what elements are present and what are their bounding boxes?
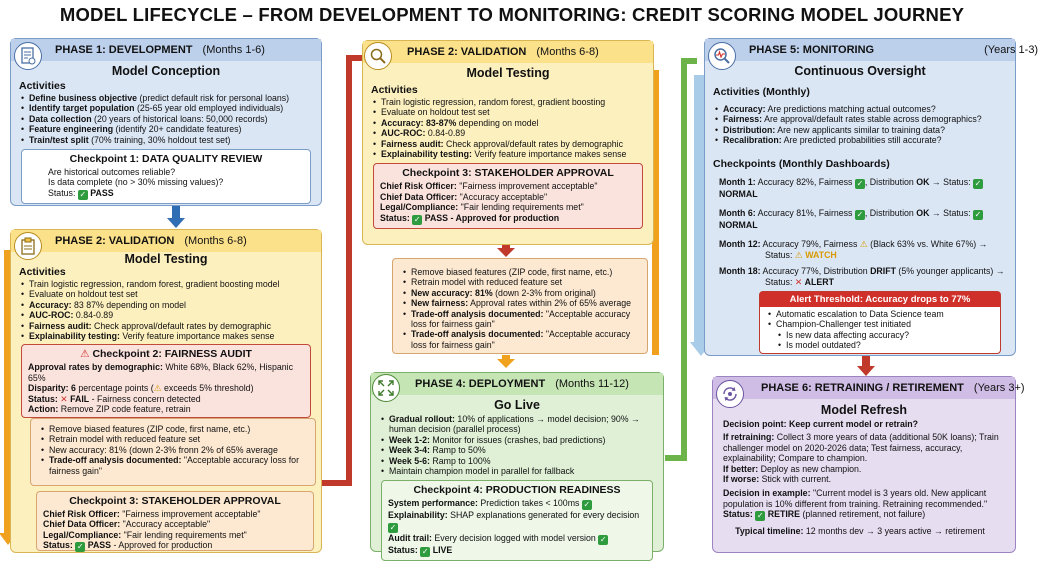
phase5-months: (Years 1-3)	[984, 44, 1038, 56]
checkpoint4-r3: Audit trail: Every decision logged with model version ✓	[388, 532, 607, 544]
checkpoint3-r3: Legal/Compliance: "Fair lending requirements met"	[43, 529, 247, 540]
list-item: • Train logistic regression, random forest, gradient boosting model	[21, 279, 315, 289]
warning-icon: ⚠	[859, 239, 868, 250]
list-item: • Week 1-2: Monitor for issues (crashes, bad predictions)	[381, 435, 657, 445]
list-item: • AUC-ROC: 0.84-0.89	[373, 128, 647, 138]
red-arrowhead-p2b-a	[497, 248, 515, 257]
phase6-timeline: Typical timeline: 12 months dev → 3 years active → retirement	[735, 526, 985, 537]
list-item: • Train logistic regression, random forest, gradient boosting	[373, 97, 647, 107]
list-item: • New accuracy: 81% (down 2-3% fronn 2% of 65% average	[41, 445, 309, 455]
list-item: • Evaluate on holdout test set	[373, 107, 647, 117]
list-item: • Week 5-6: Ramp to 100%	[381, 456, 657, 466]
month-row: Month 12: Accuracy 79%, Fairness ⚠ (Black 63% vs. White 67%) →	[719, 239, 988, 250]
checkpoint3-r2: Chief Data Officer: "Accuracy acceptable"	[43, 519, 211, 530]
month12-status: Status: ⚠ WATCH	[765, 249, 837, 260]
check-icon: ✓	[974, 210, 982, 220]
phase6-better: If better: Deploy as new champion.	[723, 463, 862, 474]
phase2b-months: (Months 6-8)	[536, 46, 599, 58]
phase6-retrain: If retraining: Collect 3 more years of data (additional 50K loans); Train challenger model on 2020-2026 data; Test fairness, accuracy, explainability; Compare to champion.	[723, 432, 999, 464]
phase2-activities	[21, 279, 315, 341]
phase2-header	[11, 230, 321, 252]
list-item: • Trade-off analysis documented: "Acceptable accuracy loss for fairness gain"	[41, 455, 309, 476]
list-item: • Remove biased features (ZIP code, first name, etc.)	[403, 267, 641, 277]
phase4-header	[371, 373, 663, 395]
page-title: MODEL LIFECYCLE – FROM DEVELOPMENT TO MONITORING: CREDIT SCORING MODEL JOURNEY	[59, 4, 965, 25]
phase2-checkpoint3-box	[36, 491, 314, 551]
checkpoint2-status: Status: ✕ FAIL - Fairness concern detected	[28, 393, 201, 404]
list-item: • Automatic escalation to Data Science team	[768, 309, 996, 319]
phase5-title: Continuous Oversight	[794, 64, 926, 78]
phase6-worse: If worse: Stick with current.	[723, 474, 832, 485]
phase6-panel	[712, 376, 1025, 553]
list-item: • AUC-ROC: 0.84-0.89	[21, 310, 315, 320]
phase1-months: (Months 1-6)	[202, 44, 265, 56]
phase2b-title: Model Testing	[466, 66, 550, 80]
phase6-title: Model Refresh	[820, 403, 908, 417]
phase1-panel	[10, 38, 322, 206]
phase1-activities-label: Activities	[19, 80, 66, 92]
phase5-activities-label: Activities (Monthly)	[713, 86, 810, 98]
check-icon: ✓	[856, 210, 864, 220]
list-item: • Recalibration: Are predicted probabilities still accurate?	[715, 135, 1009, 145]
check-icon: ✓	[974, 178, 982, 188]
phase2-retrain-list	[41, 424, 309, 476]
green-connector-bottom	[665, 455, 687, 461]
phase2b-panel	[362, 40, 654, 245]
list-item: • Maintain champion model in parallel for fallback	[381, 466, 657, 476]
list-item: • Fairness audit: Check approval/default rates by demographic	[21, 321, 315, 331]
x-icon: ✕	[60, 393, 68, 404]
alert-box	[759, 291, 1001, 354]
checkpoint4-title: Checkpoint 4: PRODUCTION READINESS	[413, 484, 621, 497]
phase2-title: Model Testing	[124, 252, 208, 266]
checkpoint4-r2: Explainability: SHAP explanations generated for every decision ✓	[388, 510, 640, 532]
phase1-activities	[21, 93, 315, 145]
phase2b-activities	[373, 97, 647, 159]
phase2b-header	[363, 41, 653, 63]
phase4-panel	[370, 372, 664, 556]
flow-arrowhead-p1-p2	[167, 218, 185, 228]
phase2-activities-label: Activities	[19, 266, 66, 278]
list-item: • Is model outdated?	[778, 340, 996, 350]
list-item: • Train/test split (70% training, 30% holdout test set)	[21, 135, 315, 145]
check-icon: ✓	[756, 511, 764, 521]
phase2-name: PHASE 2: VALIDATION	[55, 235, 175, 247]
checkpoint1-box	[21, 149, 311, 204]
list-item: • New accuracy: 81% (down 2-3% from original)	[403, 288, 641, 298]
list-item: • New fairness: Approval rates within 2% of 65% average	[403, 298, 641, 308]
list-item: • Accuracy: Are predictions matching actual outcomes?	[715, 104, 1009, 114]
phase6-status: Status: ✓ RETIRE (planned retirement, not failure)	[723, 509, 926, 521]
phase5-panel	[704, 38, 1038, 356]
list-item: • Accuracy: 83-87% depending on model	[373, 118, 647, 128]
phase5-checkpoints-label: Checkpoints (Monthly Dashboards)	[713, 157, 890, 170]
check-icon: ✓	[421, 546, 429, 556]
phase2b-retrain-list	[403, 267, 641, 350]
checkpoint1-title: Checkpoint 1: DATA QUALITY REVIEW	[69, 153, 263, 166]
clipboard-icon	[14, 232, 42, 260]
list-item: • Trade-off analysis documented: "Acceptable accuracy loss for fairness gain"	[403, 309, 641, 330]
warning-icon: ⚠	[80, 348, 90, 361]
list-item: • Gradual rollout: 10% of applications → model decision; 90% → human decision (parallel process)	[381, 414, 657, 435]
checkpoint1-status: Status: ✓ PASS	[48, 187, 114, 199]
month-row: Month 6: Accuracy 81%, Fairness ✓ , Distribution OK → Status: ✓ NORMAL	[719, 208, 982, 231]
checkpoint4-r1: System performance: Prediction takes < 100ms ✓	[388, 498, 591, 510]
list-item: • Define business objective (predict default risk for personal loans)	[21, 93, 315, 103]
phase5-activities	[715, 104, 1009, 146]
list-item: • Retrain model with reduced feature set	[403, 277, 641, 287]
checkpoint4-status: Status: ✓ LIVE	[388, 544, 453, 556]
phase2b-retrain-panel	[392, 258, 648, 354]
phase2-months: (Months 6-8)	[184, 235, 247, 247]
phase5-header	[705, 39, 1038, 61]
phase5-name: PHASE 5: MONITORING	[749, 44, 875, 56]
phase1-name: PHASE 1: DEVELOPMENT	[55, 44, 193, 56]
magnifier-pulse-icon	[708, 42, 736, 70]
check-icon: ✓	[413, 214, 421, 224]
list-item: • Week 3-4: Ramp to 50%	[381, 445, 657, 455]
refresh-gear-icon	[716, 380, 744, 408]
month18-status: Status: ✕ ALERT	[765, 276, 834, 287]
checkpoint3-status: Status: ✓ PASS - Approved for production	[43, 540, 213, 552]
x-icon: ✕	[794, 276, 803, 287]
phase2b-name: PHASE 2: VALIDATION	[407, 46, 527, 58]
checkpoint3-title: Checkpoint 3: STAKEHOLDER APPROVAL	[69, 495, 281, 507]
alert-title: Alert Threshold: Accuracy drops to 77%	[760, 292, 1000, 307]
check-icon: ✓	[389, 522, 397, 532]
check-icon: ✓	[599, 534, 607, 544]
list-item: • Feature engineering (identify 20+ candidate features)	[21, 124, 315, 134]
warning-icon: ⚠	[153, 383, 162, 394]
phase2b-checkpoint-r3: Legal/Compliance: "Fair lending requirements met"	[380, 202, 584, 213]
checkpoint1-q1: Are historical outcomes reliable?	[48, 167, 176, 178]
phase4-title: Go Live	[494, 398, 540, 412]
phase2b-checkpoint-box	[373, 163, 643, 228]
phase6-example: Decision in example: "Current model is 3 years old. New applicant population is 10% different from training. Retraining recommended."	[723, 488, 988, 509]
list-item: • Remove biased features (ZIP code, first name, etc.)	[41, 424, 309, 434]
check-icon: ✓	[76, 542, 84, 552]
list-item: • Trade-off analysis documented: "Acceptable accuracy loss for fairness gain"	[403, 329, 641, 350]
list-item: • Retrain model with reduced feature set	[41, 434, 309, 444]
green-connector-top	[681, 58, 697, 64]
warning-icon: ⚠	[794, 249, 803, 260]
list-item: • Evaluate on holdout test set	[21, 289, 315, 299]
checkpoint3-r1: Chief Risk Officer: "Fairness improvement acceptable"	[43, 509, 261, 519]
checkpoint1-q2: Is data complete (no > 30% missing values)?	[48, 177, 224, 188]
month-row: Month 18: Accuracy 77%, Distribution DRIFT (5% younger applicants) →	[719, 266, 1005, 277]
check-icon: ✓	[583, 500, 591, 510]
list-item: • Fairness: Are approval/default rates stable across demographics?	[715, 114, 1009, 124]
list-item: • Champion-Challenger test initiated	[768, 319, 996, 329]
phase2-retrain-panel	[30, 418, 316, 486]
phase4-list	[381, 414, 657, 476]
check-icon: ✓	[79, 189, 87, 199]
list-item: • Is new data affecting accuracy?	[778, 330, 996, 340]
phase6-header	[713, 377, 1025, 399]
list-item: • Distribution: Are new applicants similar to training data?	[715, 125, 1009, 135]
phase2b-activities-label: Activities	[371, 84, 418, 96]
phase2b-checkpoint-r1: Chief Risk Officer: "Fairness improvement acceptable"	[380, 181, 598, 192]
checkpoint2-line1: Approval rates by demographic: White 68%, Black 62%, Hispanic 65%	[28, 362, 293, 383]
checkpoint2-line2: Disparity: 6 percentage points (⚠ exceeds 5% threshold)	[28, 383, 254, 394]
list-item: • Identify target population (25-65 year old employed individuals)	[21, 103, 315, 113]
phase6-decision: Decision point: Keep current model or retrain?	[723, 419, 919, 429]
list-item: • Explainability testing: Verify feature importance makes sense	[373, 149, 647, 159]
orange-arrowhead-p2b-b	[497, 359, 515, 368]
month-row: Month 1: Accuracy 82%, Fairness ✓ , Distribution OK → Status: ✓ NORMAL	[719, 176, 982, 199]
list-item: • Fairness audit: Check approval/default rates by demographic	[373, 139, 647, 149]
phase6-name: PHASE 6: RETRAINING / RETIREMENT	[761, 382, 964, 394]
red-connector-v	[346, 55, 352, 486]
expand-arrows-icon	[372, 374, 400, 402]
phase4-name: PHASE 4: DEPLOYMENT	[415, 378, 546, 390]
phase1-header	[11, 39, 321, 61]
checkpoint2-box	[21, 344, 311, 418]
phase4-months: (Months 11-12)	[555, 378, 629, 390]
phase2b-checkpoint-status: Status: ✓ PASS - Approved for production	[380, 212, 560, 224]
document-gear-icon	[14, 42, 42, 70]
phase2b-checkpoint-r2: Chief Data Officer: "Accuracy acceptable"	[380, 191, 548, 202]
checkpoint4-box	[381, 480, 653, 560]
alert-list	[768, 309, 996, 351]
red-arrowhead-p5-p6	[857, 366, 875, 376]
check-icon: ✓	[856, 178, 864, 188]
list-item: • Data collection (20 years of historical loans: 50,000 records)	[21, 114, 315, 124]
checkpoint2-action: Action: Remove ZIP code feature, retrain	[28, 404, 191, 415]
list-item: • Explainability testing: Verify feature importance makes sense	[21, 331, 315, 341]
magnifier-icon	[364, 42, 392, 70]
phase2b-checkpoint-title: Checkpoint 3: STAKEHOLDER APPROVAL	[402, 167, 614, 180]
checkpoint2-title: ⚠ Checkpoint 2: FAIRNESS AUDIT	[80, 348, 252, 361]
phase1-title: Model Conception	[111, 64, 221, 78]
green-connector-v	[681, 60, 687, 460]
phase6-months: (Years 3+)	[973, 382, 1025, 394]
list-item: • Accuracy: 83 87% depending on model	[21, 300, 315, 310]
